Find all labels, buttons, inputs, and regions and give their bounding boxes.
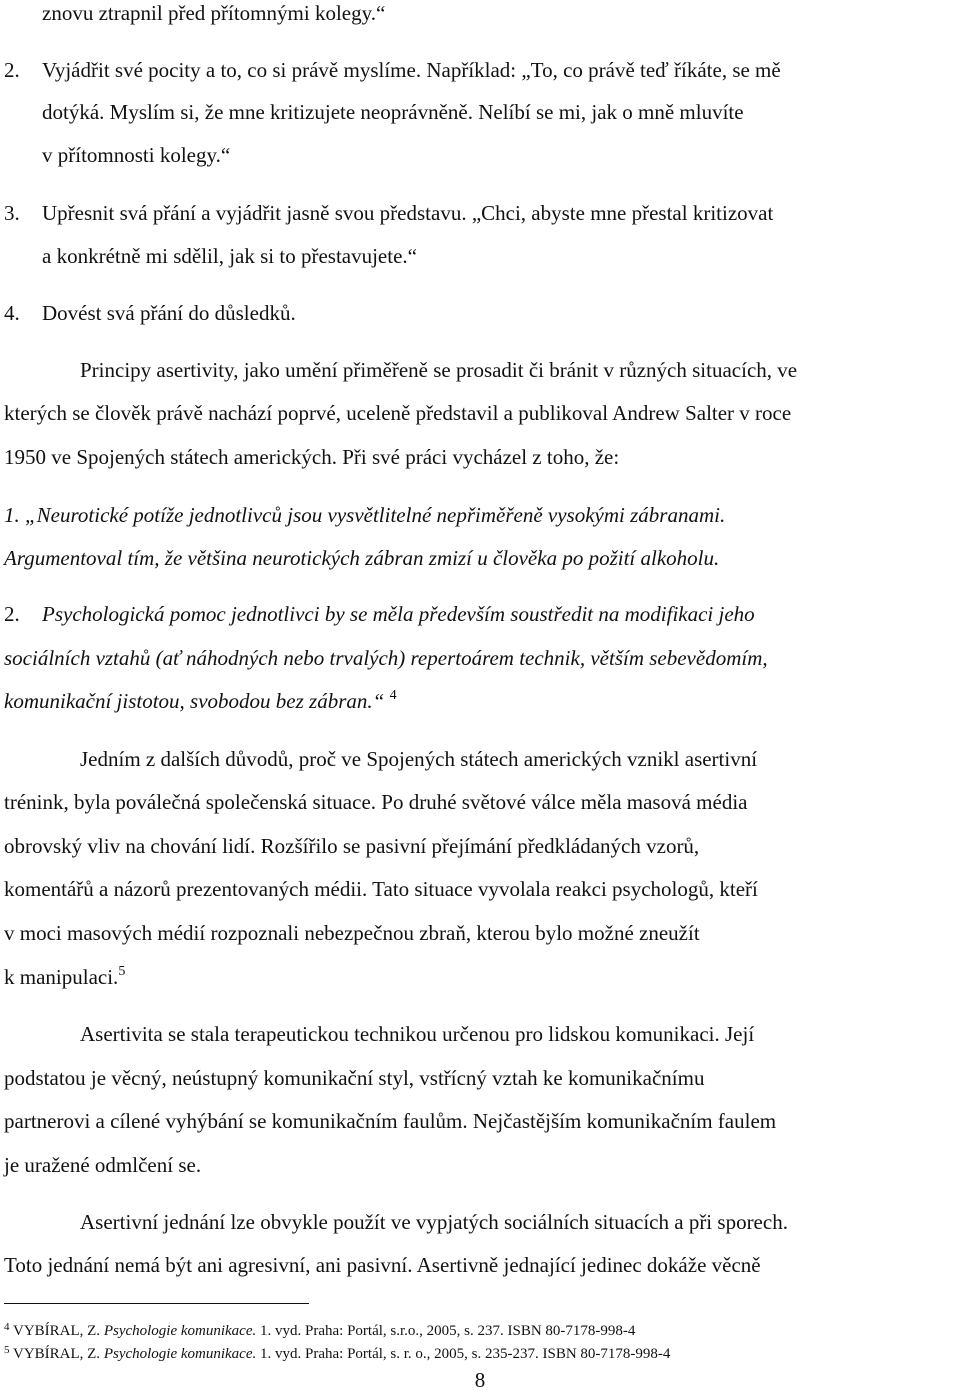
paragraph-2-line-6 bbox=[4, 964, 125, 990]
text-span: k manipulaci. bbox=[4, 965, 119, 989]
footnote-4-mark: 4 bbox=[4, 1321, 10, 1333]
footnote-5 bbox=[4, 1345, 670, 1363]
list-item-2-number: 2. bbox=[4, 58, 20, 82]
footnote-4-author: VYBÍRAL, Z. bbox=[12, 1323, 101, 1339]
text-span: komunikační jistotou, svobodou bez zábran.“ bbox=[4, 689, 385, 713]
footnote-4-details: 1. vyd. Praha: Portál, s.r.o., 2005, s. 237. ISBN 80-7178-998-4 bbox=[260, 1323, 636, 1339]
paragraph-2-line-3: obrovský vliv na chování lidí. Rozšířilo se pasivní přejímání předkládaných vzorů, bbox=[4, 834, 700, 858]
footnote-ref-4: 4 bbox=[389, 688, 397, 703]
quote-item-2-number: 2. bbox=[4, 602, 20, 626]
paragraph-3-line-4: je uražené odmlčení se. bbox=[4, 1153, 202, 1177]
paragraph-3-line-1: Asertivita se stala terapeutickou technikou určenou pro lidskou komunikaci. Její bbox=[80, 1022, 755, 1046]
list-item-3-line-1: Upřesnit svá přání a vyjádřit jasně svou představu. „Chci, abyste mne přestal kritizovat bbox=[42, 201, 774, 225]
paragraph-4-line-1: Asertivní jednání lze obvykle použít ve vypjatých sociálních situacích a při sporech. bbox=[80, 1210, 788, 1234]
footnote-5-author: VYBÍRAL, Z. bbox=[12, 1346, 101, 1362]
paragraph-3-line-2: podstatou je věcný, neústupný komunikační styl, vstřícný vztah ke komunikačnímu bbox=[4, 1066, 705, 1090]
quote-line-5 bbox=[4, 688, 397, 714]
paragraph-1-line-2: kterých se člověk právě nachází poprvé, uceleně představil a publikoval Andrew Salter v roce bbox=[4, 401, 792, 425]
footnote-4-title: Psychologie komunikace. bbox=[103, 1323, 257, 1339]
paragraph-2-line-1: Jedním z dalších důvodů, proč ve Spojených státech amerických vznikl asertivní bbox=[80, 747, 758, 771]
footnote-4 bbox=[4, 1322, 635, 1340]
footnote-5-details: 1. vyd. Praha: Portál, s. r. o., 2005, s. 235-237. ISBN 80-7178-998-4 bbox=[260, 1346, 671, 1362]
footnote-5-mark: 5 bbox=[4, 1344, 10, 1356]
list-item-2-line-3: v přítomnosti kolegy.“ bbox=[42, 143, 231, 167]
quote-line-1: 1. „Neurotické potíže jednotlivců jsou vysvětlitelné nepřiměřeně vysokými zábranami. bbox=[4, 503, 726, 527]
list-item-4-line-1: Dovést svá přání do důsledků. bbox=[42, 301, 296, 325]
paragraph-1-line-3: 1950 ve Spojených státech amerických. Při své práci vycházel z toho, že: bbox=[4, 445, 620, 469]
list-item-2-line-2: dotýká. Myslím si, že mne kritizujete neoprávněně. Nelíbí se mi, jak o mně mluvíte bbox=[42, 100, 744, 124]
list-item-3-line-2: a konkrétně mi sdělil, jak si to přestavujete.“ bbox=[42, 244, 417, 268]
quote-line-4: sociálních vztahů (ať náhodných nebo trvalých) repertoárem technik, větším sebevědomím, bbox=[4, 646, 768, 670]
paragraph-2-line-5: v moci masových médií rozpoznali nebezpečnou zbraň, kterou bylo možné zneužít bbox=[4, 921, 700, 945]
paragraph-4-line-2: Toto jednání nemá být ani agresivní, ani pasivní. Asertivně jednající jedinec dokáže věcně bbox=[4, 1253, 761, 1277]
list-item-2-line-1 bbox=[42, 57, 956, 83]
footnote-separator bbox=[4, 1303, 309, 1304]
footnote-5-title: Psychologie komunikace. bbox=[103, 1346, 257, 1362]
list-item-1-end: znovu ztrapnil před přítomnými kolegy.“ bbox=[42, 1, 386, 25]
footnote-ref-5: 5 bbox=[118, 964, 126, 979]
paragraph-2-line-4: komentářů a názorů prezentovaných médii. Tato situace vyvolala reakci psychologů, kteří bbox=[4, 877, 758, 901]
list-item-4-number: 4. bbox=[4, 301, 20, 325]
page-number: 8 bbox=[474, 1368, 486, 1392]
quote-line-3: Psychologická pomoc jednotlivci by se měla především soustředit na modifikaci jeho bbox=[42, 602, 755, 626]
paragraph-3-line-3: partnerovi a cílené vyhýbání se komunikačním faulům. Nejčastějším komunikačním faulem bbox=[4, 1109, 777, 1133]
text-span: Vyjádřit své pocity a to, co si právě myslíme. Například: „To, co právě teď říkáte, se mě bbox=[42, 58, 781, 82]
quote-line-2: Argumentoval tím, že většina neurotických zábran zmizí u člověka po požití alkoholu. bbox=[4, 546, 720, 570]
paragraph-1-line-1: Principy asertivity, jako umění přiměřeně se prosadit či bránit v různých situacích, ve bbox=[80, 358, 798, 382]
list-item-3-number: 3. bbox=[4, 201, 20, 225]
paragraph-2-line-2: trénink, byla poválečná společenská situace. Po druhé světové válce měla masová média bbox=[4, 790, 748, 814]
